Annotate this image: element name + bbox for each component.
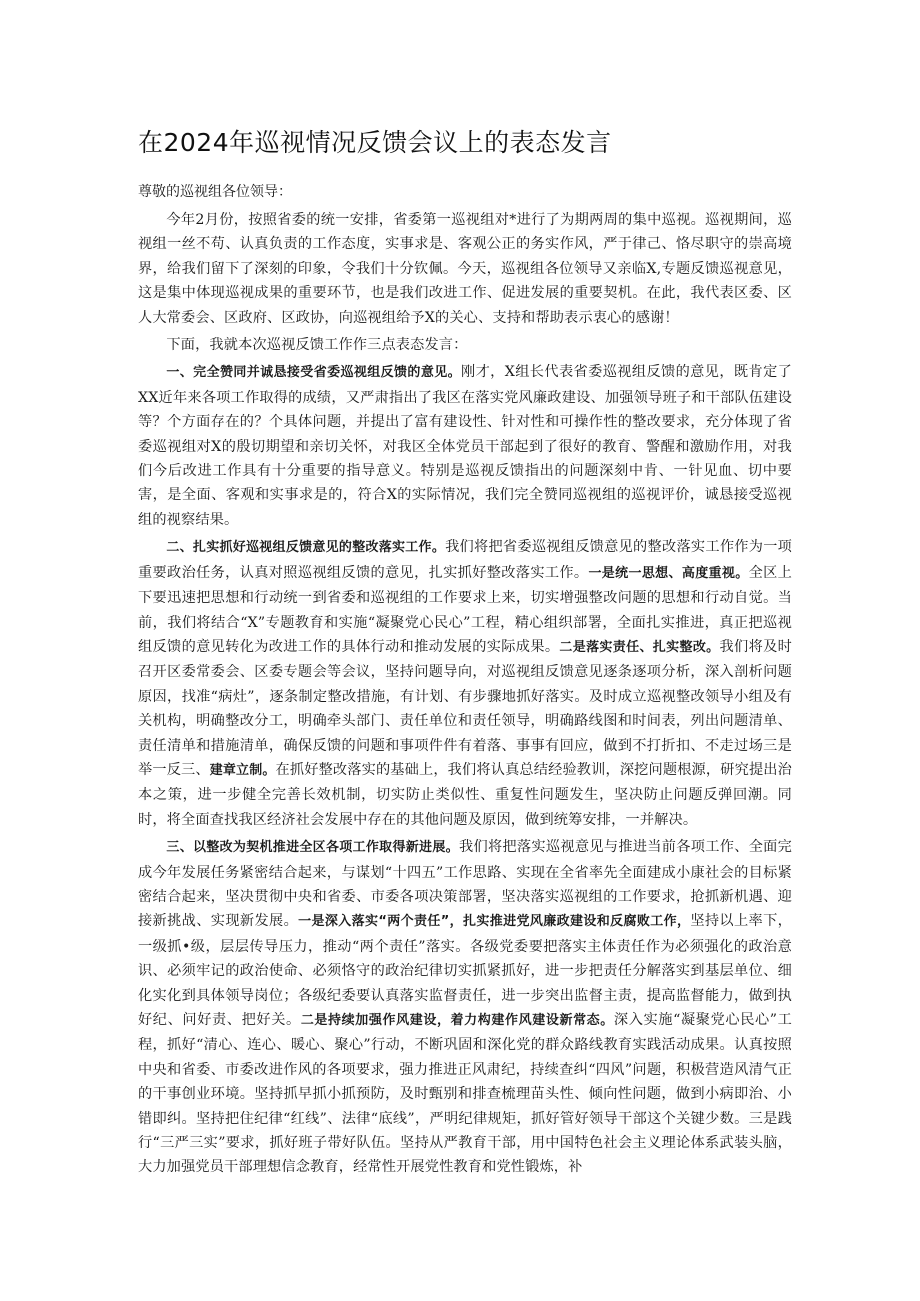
section-3-subheading-2: 二是持续加强作风建设，着力构建作风建设新常态。 <box>300 1013 614 1028</box>
intro-paragraph-2: 下面，我就本次巡视反馈工作作三点表态发言： <box>166 337 468 354</box>
section-2-paragraph <box>138 535 792 832</box>
intro-paragraph-1: 今年2月份，按照省委的统一安排，省委第一巡视组对*进行了为期两周的集中巡视。巡视期间，巡视组一丝不苟、认真负责的工作态度，实事求是、客观公正的务实作风，严于律己、恪尽职守的崇高境界，给我们留下了深刻的印象，令我们十分钦佩。今天，巡视组各位领导又亲临X,专题反馈巡视意见，这是集中体现巡视成果的重要环节，也是我们改进工作、促进发展的重要契机。在此，我代表区委、区人大常委会、区政府、区政协，向巡视组给予X的关心、支持和帮助表示衷心的感谢！ <box>138 212 792 326</box>
salutation: 尊敬的巡视组各位领导： <box>138 184 292 200</box>
section-2-text-d: 在抓好整改落实的基础上，我们将认真总结经验教训，深挖问题根源，研究提出治本之策，进一步健全完善长效机制，切实防止类似性、重复性问题发生，坚决防止问题反弹回潮。同时，将全面查找我区经济社会发展中存在的其他问题及原因，做到统筹安排，一并解决。 <box>138 761 792 828</box>
section-3-heading: 三、以整改为契机推进全区各项工作取得新进展。 <box>166 840 459 856</box>
section-2-subheading-2: 二是落实责任、扎实整改。 <box>559 639 720 655</box>
section-3-subheading-1: 一是深入落实“两个责任”，扎实推进党风廉政建设和反腐败工作， <box>298 914 691 930</box>
section-1-paragraph <box>138 360 792 532</box>
section-2-subheading-1: 一是统一思想、高度重视。 <box>588 565 749 581</box>
document-title: 在2024年巡视情况反馈会议上的表态发言 <box>138 128 612 157</box>
section-3-text-b: 坚持以上率下，一级抓•级，层层传导压力，推动“两个责任”落实。各级党委要把落实主体责任作为必须强化的政治意识、必须牢记的政治使命、必须恪守的政治纪律切实抓紧抓好，进一步把责任分解落实到基层单位、细化实化到具体领导岗位；各级纪委要认真落实监督责任，进一步突出监督主责，提高监督能力，做到执好纪、问好责、把好关。 <box>138 913 792 1028</box>
section-2-text-a: 我们将把省委巡视组反馈意见的整改落实工作作为一项重要政治任务，认真对照巡视组反馈的意见，扎实抓好整改落实工作。 <box>138 539 792 581</box>
section-3-paragraph <box>138 835 792 1180</box>
section-2-subheading-3: 建章立制。 <box>209 762 276 778</box>
section-2-text-b: 全区上下要迅速把思想和行动统一到省委和巡视组的工作要求上来，切实增强整改问题的思想和行动自觉。当前，我们将结合“X”专题教育和实施“凝聚党心民心”工程，精心组织部署，全面扎实推进，真正把巡视组反馈的意见转化为改进工作的具体行动和推动发展的实际成果。 <box>138 564 792 655</box>
section-3-text-a: 我们将把落实巡视意见与推进当前各项工作、全面完成今年发展任务紧密结合起来，与谋划“十四五”工作思路、实现在全省率先全面建成小康社会的目标紧密结合起来，坚决贯彻中央和省委、市委各项决策部署，坚决落实巡视组的工作要求，抢抓新机遇、迎接新挑战、实现新发展。 <box>138 839 792 930</box>
section-1-body: 刚才，X组长代表省委巡视组反馈的意见，既肯定了XX近年来各项工作取得的成绩，又严肃指出了我区在落实党风廉政建设、加强领导班子和干部队伍建设等？个方面存在的？个具体问题，并提出了富有建设性、针对性和可操作性的整改要求，充分体现了省委巡视组对X的殷切期望和亲切关怀，对我区全体党员干部起到了很好的教育、警醒和激励作用，对我们今后改进工作具有十分重要的指导意义。特别是巡视反馈指出的问题深刻中肯、一针见血、切中要害，是全面、客观和实事求是的，符合X的实际情况，我们完全赞同巡视组的巡视评价，诚恳接受巡视组的视察结果。 <box>138 364 792 528</box>
section-2-text-c: 我们将及时召开区委常委会、区委专题会等会议，坚持问题导向，对巡视组反馈意见逐条逐项分析，深入剖析问题原因，找准“病灶”，逐条制定整改措施，有计划、有步骤地抓好落实。及时成立巡视整改领导小组及有关机构，明确整改分工，明确牵头部门、责任单位和责任领导，明确路线图和时间表，列出问题清单、责任清单和措施清单，确保反馈的问题和事项件件有着落、事事有回应，做到不打折扣、不走过场三是举一反三、 <box>138 638 792 778</box>
section-2-heading: 二、扎实抓好巡视组反馈意见的整改落实工作。 <box>166 540 446 556</box>
section-3-text-c: 深入实施“凝聚党心民心”工程，抓好“清心、连心、暖心、聚心”行动，不断巩固和深化党的群众路线教育实践活动成果。认真按照中央和省委、市委改进作风的各项要求，强力推进正风肃纪，持续查纠“四风”问题，积极营造风清气正的干事创业环境。坚持抓早抓小抓预防，及时甄别和排查梳理苗头性、倾向性问题，做到小病即治、小错即纠。坚持把住纪律“红线”、法律“底线”，严明纪律规矩，抓好管好领导干部这个关键少数。三是践行“三严三实”要求，抓好班子带好队伍。坚持从严教育干部，用中国特色社会主义理论体系武装头脑，大力加强党员干部理想信念教育，经常性开展党性教育和党性锻炼，补 <box>138 1012 792 1176</box>
document-body <box>138 208 792 1180</box>
section-1-heading: 一、完全赞同并诚恳接受省委巡视组反馈的意见。 <box>166 365 461 381</box>
